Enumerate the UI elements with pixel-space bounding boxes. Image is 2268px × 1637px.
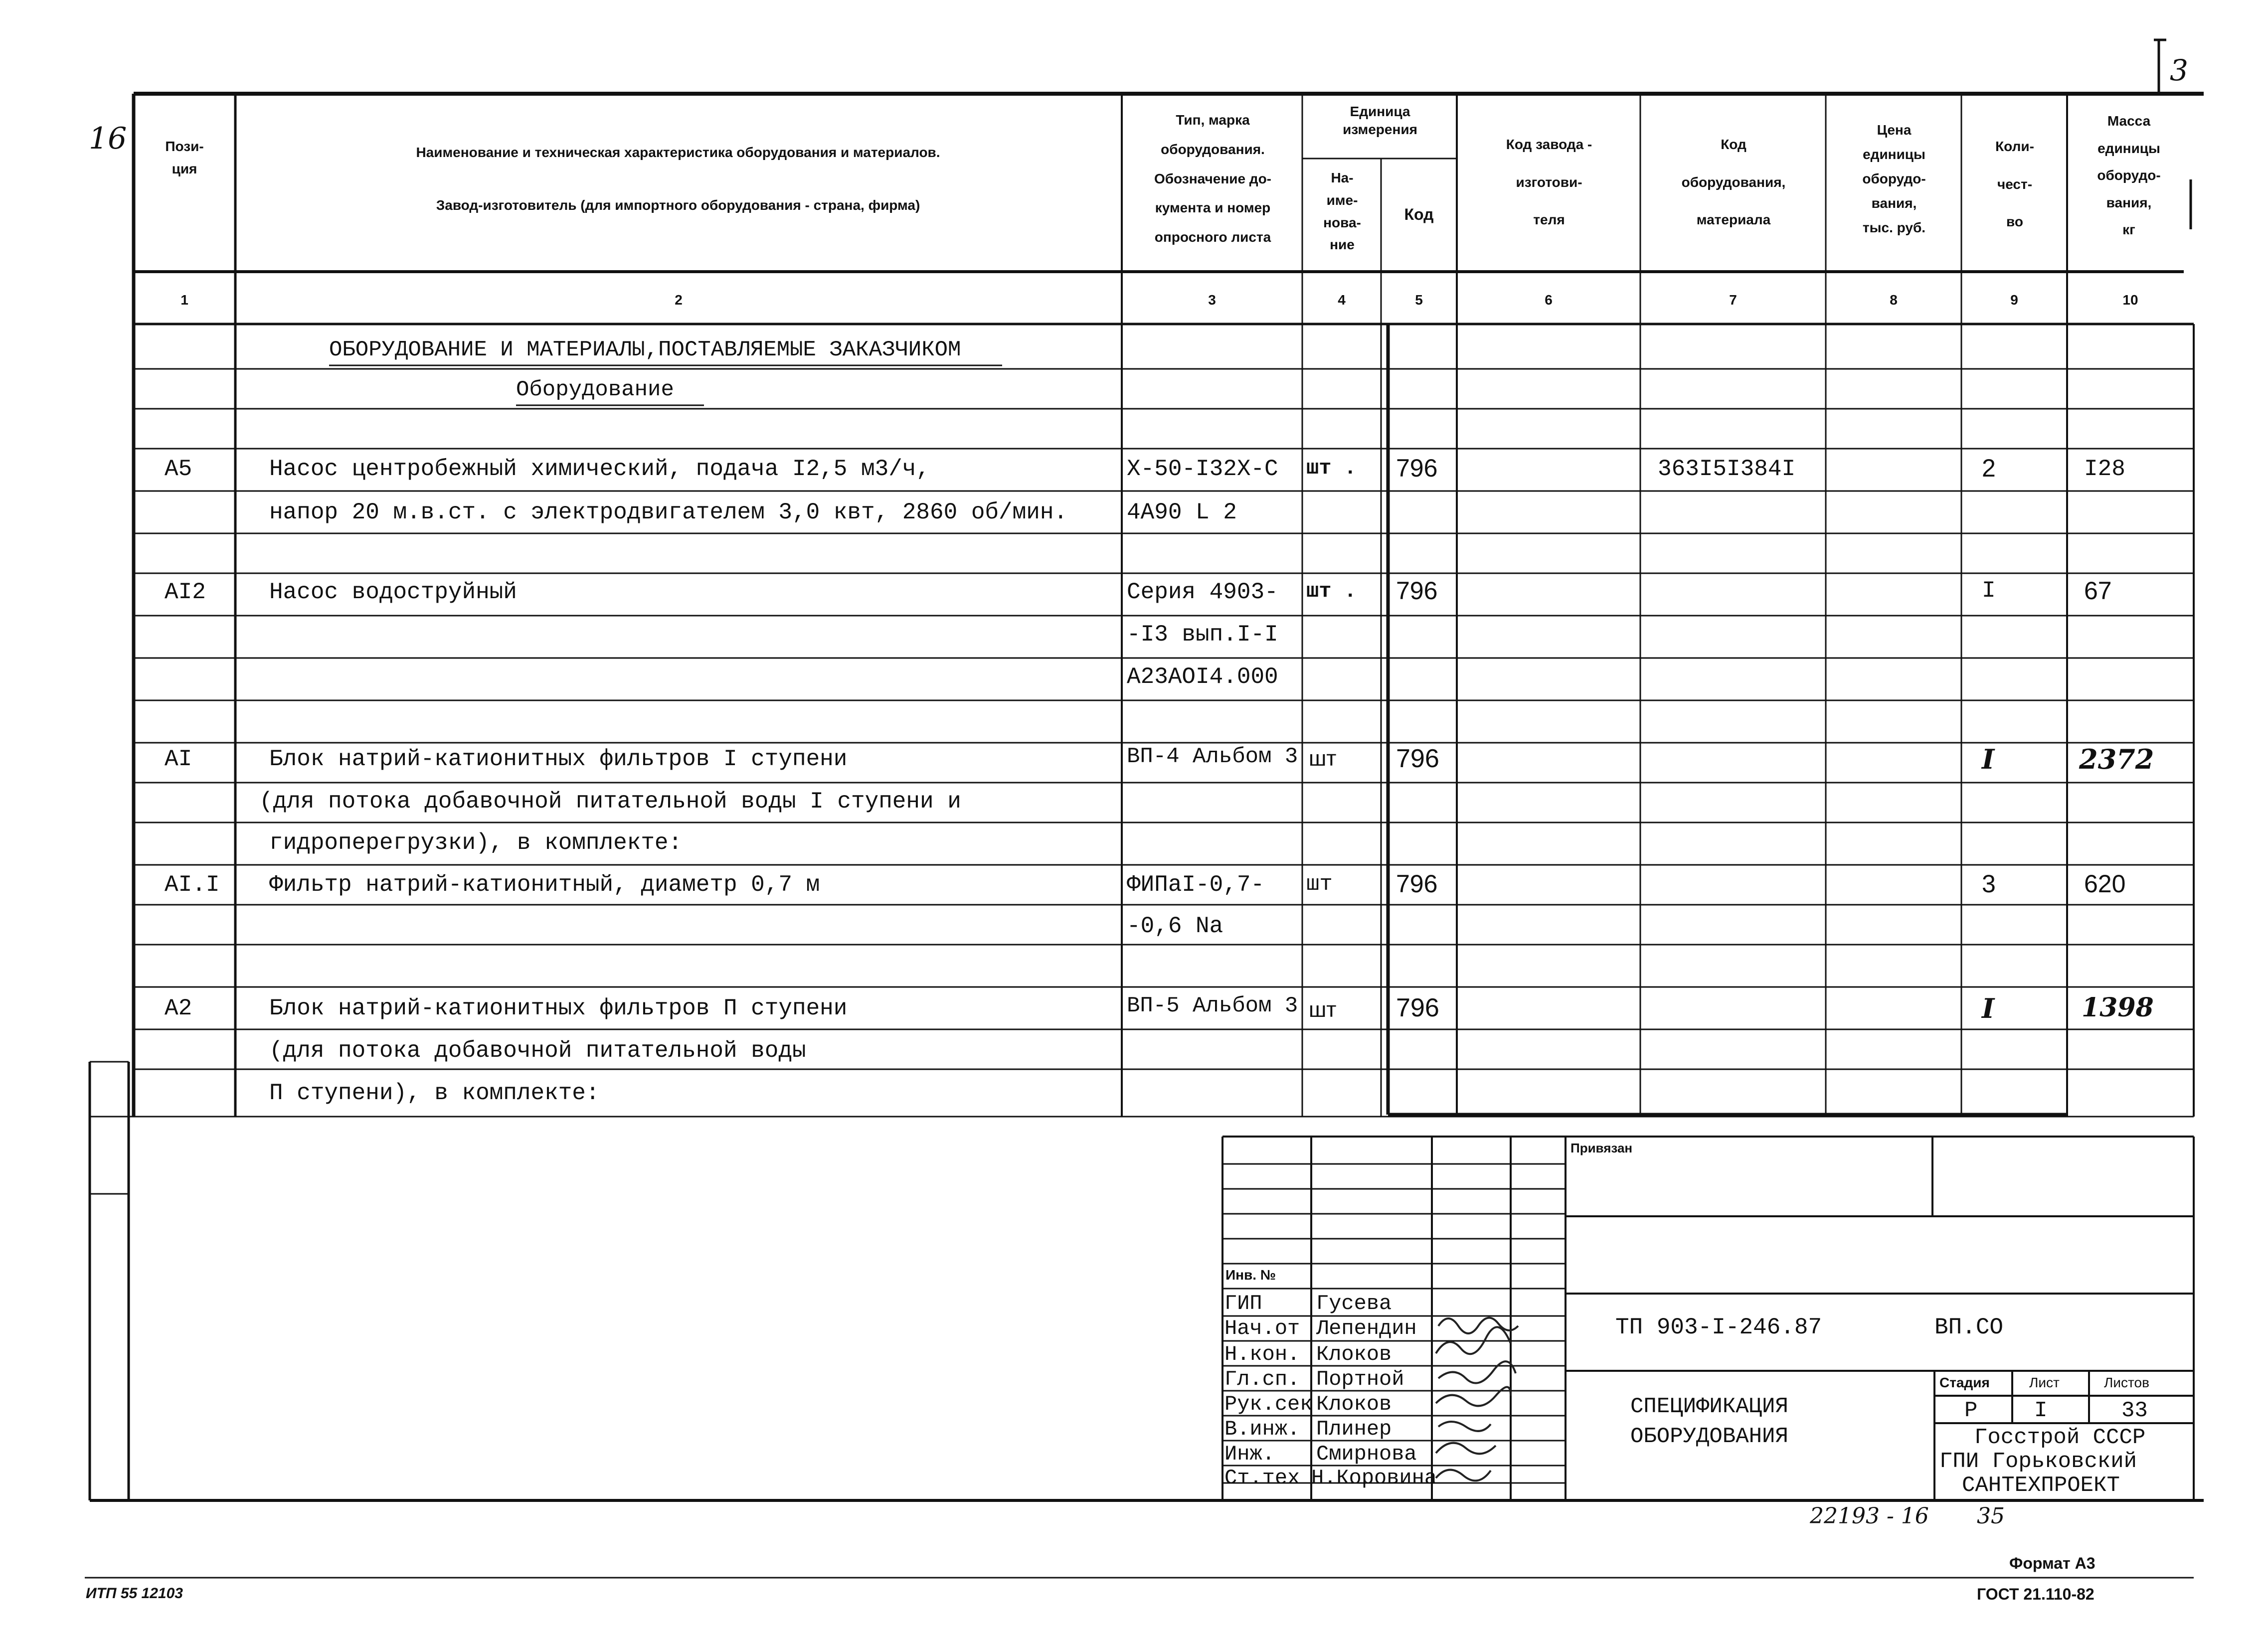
sheet-value: I <box>2034 1398 2048 1423</box>
col-number: 1 <box>180 292 188 308</box>
col-number: 5 <box>1415 292 1423 308</box>
signer-role: Ст.тех <box>1224 1466 1300 1490</box>
signer-role: Гл.сп. <box>1224 1367 1300 1391</box>
signer-role: Нач.от <box>1224 1316 1300 1340</box>
header-qty: Коли- чест- во <box>1995 139 2034 230</box>
page-number-top: 16 <box>89 121 127 156</box>
header-equipment-code: Код оборудования, материала <box>1681 137 1786 228</box>
organization-line3: САНТЕХПРОЕКТ <box>1962 1473 2120 1498</box>
row-position: А5 <box>165 456 192 482</box>
header-price: Цена единицы оборудо- вания, тыс. руб. <box>1862 122 1926 235</box>
row-unit-code: 796 <box>1396 577 1438 605</box>
row-mass: 2372 <box>2079 743 2154 775</box>
header-maker-code: Код завода - изготови- теля <box>1506 137 1592 228</box>
inventory-number-label: Инв. № <box>1225 1267 1276 1283</box>
row-name: Фильтр натрий-катионитный, диаметр 0,7 м <box>269 872 820 898</box>
header-type: Тип, марка оборудования. Обозначение до- кумента и номер опросного листа <box>1154 112 1272 245</box>
col-number: 2 <box>675 292 683 308</box>
header-mass: Масса единицы оборудо- вания, кг <box>2097 113 2161 238</box>
row-mass: 1398 <box>2082 992 2154 1023</box>
privyazan-label: Привязан <box>1570 1141 1633 1155</box>
subsection-title: Оборудование <box>516 377 674 402</box>
row-type: -0,6 Na <box>1127 913 1223 939</box>
row-unit: шт <box>1309 746 1337 771</box>
document-title-line2: ОБОРУДОВАНИЯ <box>1630 1424 1788 1449</box>
row-name: Блок натрий-катионитных фильтров I ступени <box>269 746 848 772</box>
row-name: напор 20 м.в.ст. с электродвигателем 3,0 квт, 2860 об/мин. <box>269 499 1068 525</box>
row-unit: шт <box>1306 872 1333 897</box>
row-mass: 67 <box>2084 577 2112 605</box>
signer-name: Смирнова <box>1316 1442 1417 1466</box>
row-type: ВП-5 Альбом 3 <box>1127 993 1298 1018</box>
row-type: -I3 вып.I-I <box>1127 622 1278 648</box>
signer-role: Инж. <box>1224 1442 1275 1466</box>
row-equipment-code: 363I5I384I <box>1658 456 1796 482</box>
row-position: АI2 <box>165 579 206 605</box>
organization-line1: Госстрой СССР <box>1974 1425 2146 1450</box>
row-position: А2 <box>165 995 192 1021</box>
row-unit-code: 796 <box>1396 454 1438 482</box>
row-type: ФИПаI-0,7- <box>1127 872 1265 898</box>
document-code: ТП 903-I-246.87 <box>1615 1314 1822 1340</box>
header-unit-group: Единица измерения <box>1343 104 1417 138</box>
row-name: гидроперегрузки), в комплекте: <box>269 830 683 856</box>
col-number: 9 <box>2010 292 2018 308</box>
signer-name: Лепендин <box>1316 1316 1417 1340</box>
row-position: АI.I <box>165 872 220 898</box>
row-qty: I <box>1982 743 1995 775</box>
col-number: 4 <box>1338 292 1346 308</box>
signer-name: Клоков <box>1316 1392 1392 1416</box>
signer-role: ГИП <box>1224 1292 1262 1315</box>
signer-name: Гусева <box>1316 1292 1392 1315</box>
col-number: 3 <box>1208 292 1216 308</box>
stage-label: Стадия <box>1939 1375 1990 1390</box>
col-number: 7 <box>1729 292 1737 308</box>
corner-mark: 3 <box>2170 53 2188 87</box>
row-qty: I <box>1982 992 1995 1024</box>
signer-name: Н.Коровина <box>1311 1466 1437 1490</box>
document-mark: ВП.СО <box>1934 1314 2004 1340</box>
row-name: Блок натрий-катионитных фильтров П ступени <box>269 995 848 1021</box>
signer-role: Н.кон. <box>1224 1342 1300 1366</box>
format-label: Формат А3 <box>2009 1554 2095 1572</box>
handwritten-number: 22193 - 16 <box>1810 1503 1929 1529</box>
document-title-line1: СПЕЦИФИКАЦИЯ <box>1630 1394 1788 1419</box>
row-type: Серия 4903- <box>1127 579 1278 605</box>
row-name: П ступени), в комплекте: <box>269 1080 600 1106</box>
signer-name: Клоков <box>1316 1342 1392 1366</box>
signer-name: Плинер <box>1316 1417 1392 1441</box>
signer-name: Портной <box>1316 1367 1404 1391</box>
row-name: Насос водоструйный <box>269 579 517 605</box>
row-type: ВП-4 Альбом 3 <box>1127 744 1298 769</box>
itp-label: ИТП 55 12103 <box>86 1585 183 1602</box>
signer-role: В.инж. <box>1224 1417 1300 1441</box>
row-unit-code: 796 <box>1396 870 1438 898</box>
row-type: А23АОI4.000 <box>1127 664 1278 690</box>
col-number: 6 <box>1545 292 1553 308</box>
row-name: (для потока добавочной питательной воды <box>269 1038 806 1064</box>
row-name: (для потока добавочной питательной воды I ступени и <box>259 789 961 815</box>
header-unit-code: Код <box>1404 205 1434 223</box>
row-unit-code: 796 <box>1396 744 1439 773</box>
row-mass: 620 <box>2084 870 2126 898</box>
stage-value: Р <box>1964 1398 1978 1423</box>
col-number: 8 <box>1890 292 1898 308</box>
section-title: ОБОРУДОВАНИЕ И МАТЕРИАЛЫ,ПОСТАВЛЯЕМЫЕ ЗАКАЗЧИКОМ <box>329 337 961 362</box>
row-position: АI <box>165 746 192 772</box>
organization-line2: ГПИ Горьковский <box>1939 1449 2137 1474</box>
handwritten-page: 35 <box>1977 1503 2005 1529</box>
row-unit: шт . <box>1306 456 1357 480</box>
row-type: Х-50-I32Х-С <box>1127 456 1278 482</box>
gost-label: ГОСТ 21.110-82 <box>1977 1585 2094 1603</box>
header-pos: Пози- ция <box>165 139 204 176</box>
row-name: Насос центробежный химический, подача I2,5 м3/ч, <box>269 456 930 482</box>
row-qty: 2 <box>1982 454 1996 482</box>
header-name-line2: Завод-изготовитель (для импортного оборудования - страна, фирма) <box>436 197 920 213</box>
header-unit-name: На- име- нова- ние <box>1323 170 1361 253</box>
row-qty: 3 <box>1982 870 1996 898</box>
row-unit: шт . <box>1306 579 1357 603</box>
row-mass: I28 <box>2084 456 2125 482</box>
sheets-label: Листов <box>2104 1375 2149 1390</box>
row-unit-code: 796 <box>1396 993 1439 1022</box>
col-number: 10 <box>2122 292 2138 308</box>
row-type: 4А90 L 2 <box>1127 499 1237 525</box>
header-name-line1: Наименование и техническая характеристика оборудования и материалов. <box>416 145 940 160</box>
row-qty: I <box>1982 578 1996 604</box>
row-unit: шт <box>1309 997 1337 1022</box>
sheets-value: 33 <box>2121 1398 2148 1423</box>
sheet-label: Лист <box>2029 1375 2060 1390</box>
signer-role: Рук.сек <box>1224 1392 1313 1416</box>
